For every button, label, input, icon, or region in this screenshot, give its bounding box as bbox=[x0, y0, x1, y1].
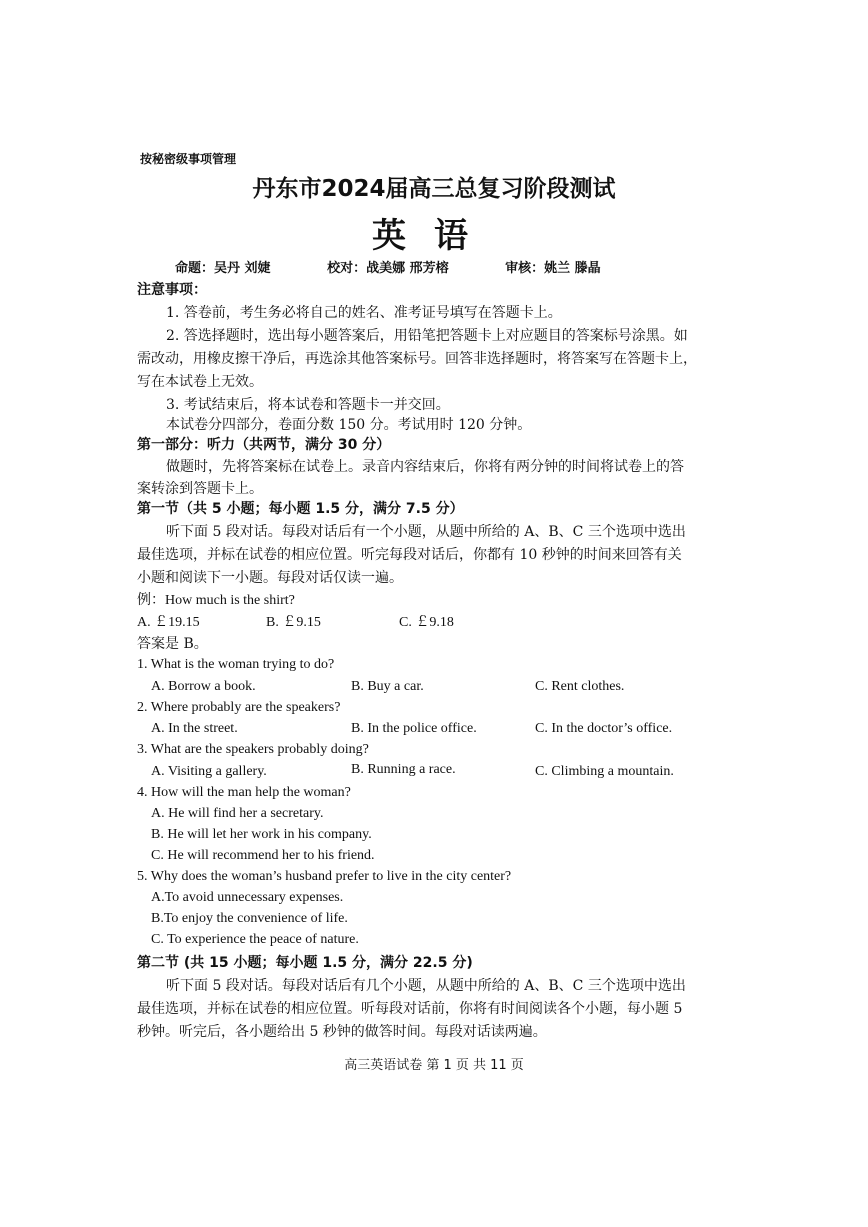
question-3: 3. What are the speakers probably doing? bbox=[137, 742, 369, 757]
question-4-option-a: A. He will find her a secretary. bbox=[151, 806, 324, 821]
question-1: 1. What is the woman trying to do? bbox=[137, 657, 335, 672]
question-5-option-c: C. To experience the peace of nature. bbox=[151, 932, 359, 947]
proofreaders: 校对：战美娜 邢芳榕 bbox=[327, 261, 449, 276]
question-1-option-b: B. Buy a car. bbox=[351, 679, 424, 694]
question-2-option-a: A. In the street. bbox=[151, 721, 238, 736]
notice-item-2-line-1: 2. 答选择题时，选出每小题答案后，用铅笔把答题卡上对应题目的答案标号涂黑。如 bbox=[166, 328, 688, 344]
example-answer: 答案是 B。 bbox=[137, 636, 208, 652]
question-3-option-c: C. Climbing a mountain. bbox=[535, 764, 674, 779]
question-4-option-c: C. He will recommend her to his friend. bbox=[151, 848, 375, 863]
notice-info: 本试卷分四部分，卷面分数 150 分。考试用时 120 分钟。 bbox=[166, 417, 532, 433]
section2-intro-line-1: 听下面 5 段对话。每段对话后有几个小题，从题中所给的 A、B、C 三个选项中选出 bbox=[166, 978, 686, 994]
subject-title: 英语 bbox=[372, 216, 496, 256]
page-footer: 高三英语试卷 第 1 页 共 11 页 bbox=[344, 1058, 524, 1073]
notice-item-1: 1. 答卷前，考生务必将自己的姓名、准考证号填写在答题卡上。 bbox=[166, 305, 562, 321]
question-1-option-a: A. Borrow a book. bbox=[151, 679, 256, 694]
question-2-option-c: C. In the doctor’s office. bbox=[535, 721, 673, 736]
section2-intro-line-3: 秒钟。听完后，各小题给出 5 秒钟的做答时间。每段对话读两遍。 bbox=[137, 1024, 547, 1040]
part1-intro-line-1: 做题时，先将答案标在试卷上。录音内容结束后，你将有两分钟的时间将试卷上的答 bbox=[166, 459, 684, 475]
section1-intro-line-1: 听下面 5 段对话。每段对话后有一个小题，从题中所给的 A、B、C 三个选项中选出 bbox=[166, 524, 686, 540]
notice-item-2-line-3: 写在本试卷上无效。 bbox=[137, 374, 263, 390]
section2-heading: 第二节 (共 15 小题；每小题 1.5 分，满分 22.5 分) bbox=[137, 955, 473, 971]
section1-intro-line-2: 最佳选项，并标在试卷的相应位置。听完每段对话后，你都有 10 秒钟的时间来回答有关 bbox=[137, 547, 682, 563]
example-option-c: C. ￡9.18 bbox=[399, 615, 454, 630]
section1-heading: 第一节（共 5 小题；每小题 1.5 分，满分 7.5 分） bbox=[137, 501, 464, 517]
question-3-option-a: A. Visiting a gallery. bbox=[151, 764, 267, 779]
question-2: 2. Where probably are the speakers? bbox=[137, 700, 341, 715]
section2-intro-line-2: 最佳选项，并标在试卷的相应位置。听每段对话前，你将有时间阅读各个小题，每小题 5 bbox=[137, 1001, 683, 1017]
notice-item-2-line-2: 需改动，用橡皮擦干净后，再选涂其他答案标号。回答非选择题时，将答案写在答题卡上， bbox=[137, 351, 697, 367]
question-3-option-b: B. Running a race. bbox=[351, 762, 456, 777]
part1-intro-line-2: 案转涂到答题卡上。 bbox=[137, 481, 263, 497]
question-4-option-b: B. He will let her work in his company. bbox=[151, 827, 372, 842]
example-option-a: A. ￡19.15 bbox=[137, 615, 200, 630]
question-2-option-b: B. In the police office. bbox=[351, 721, 477, 736]
reviewers: 审核：姚兰 滕晶 bbox=[505, 261, 601, 276]
author-line bbox=[175, 257, 653, 276]
question-5-option-a: A.To avoid unnecessary expenses. bbox=[151, 890, 344, 905]
section1-intro-line-3: 小题和阅读下一小题。每段对话仅读一遍。 bbox=[137, 570, 403, 586]
example-question: 例：How much is the shirt? bbox=[137, 593, 295, 608]
question-4: 4. How will the man help the woman? bbox=[137, 785, 351, 800]
part1-heading: 第一部分：听力（共两节，满分 30 分） bbox=[137, 437, 391, 453]
exam-title: 丹东市2024届高三总复习阶段测试 bbox=[252, 176, 616, 202]
example-option-b: B. ￡9.15 bbox=[266, 615, 321, 630]
secrecy-label: 按秘密级事项管理 bbox=[140, 152, 237, 166]
notice-heading: 注意事项： bbox=[137, 282, 207, 298]
question-5-option-b: B.To enjoy the convenience of life. bbox=[151, 911, 348, 926]
question-5: 5. Why does the woman’s husband prefer to live in the city center? bbox=[137, 869, 512, 884]
question-1-option-c: C. Rent clothes. bbox=[535, 679, 625, 694]
setters: 命题：吴丹 刘婕 bbox=[175, 261, 271, 276]
notice-item-3: 3. 考试结束后，将本试卷和答题卡一并交回。 bbox=[166, 397, 450, 413]
